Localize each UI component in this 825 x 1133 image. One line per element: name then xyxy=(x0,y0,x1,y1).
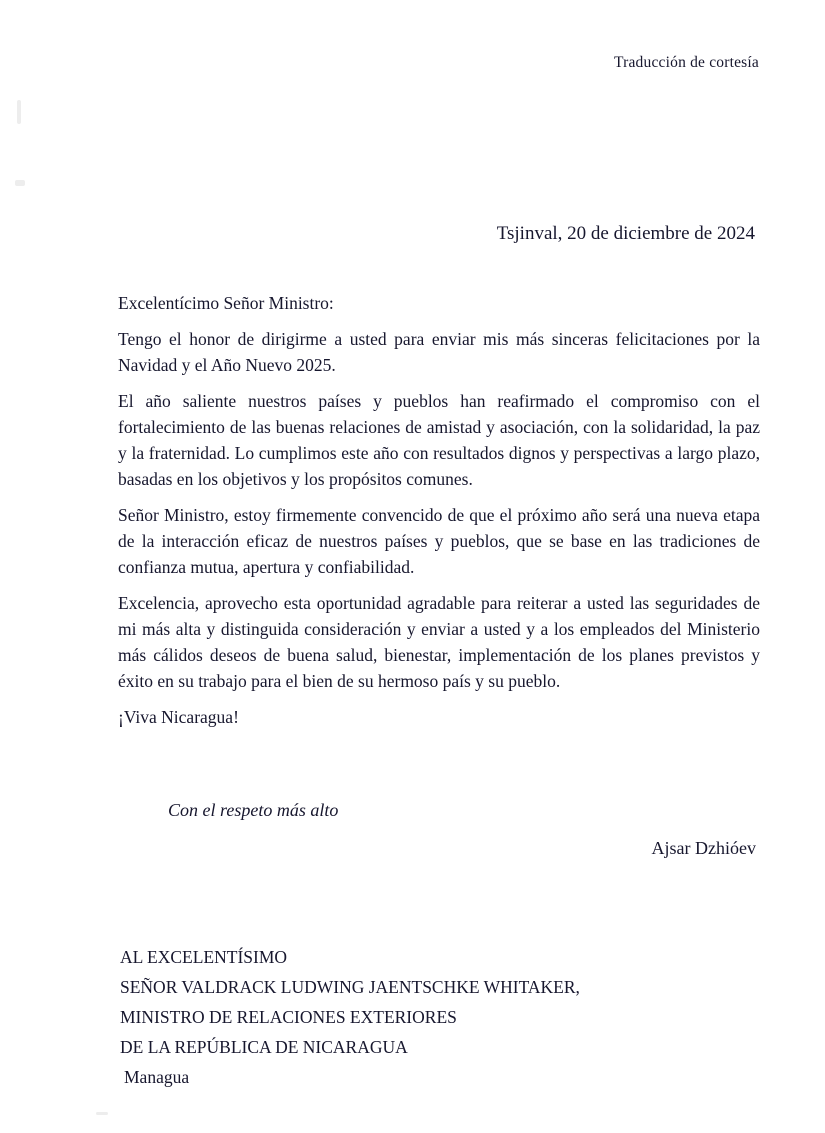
courtesy-note: Traducción de cortesía xyxy=(613,54,759,71)
recipient-line: SEÑOR VALDRACK LUDWING JAENTSCHKE WHITAKER, xyxy=(120,977,580,997)
recipient-line: MINISTRO DE RELACIONES EXTERIORES xyxy=(120,1007,457,1027)
dateline: Tsjinval, 20 de diciembre de 2024 xyxy=(496,223,755,244)
recipient-block xyxy=(120,942,580,1092)
salutation: Excelentícimo Señor Ministro: xyxy=(118,293,334,313)
letter-paragraph: El año saliente nuestros países y pueblos han reafirmado el compromiso con el fortalecimiento de las buenas relaciones de amistad y asociación, con la solidaridad, la paz y la fraternidad. Lo cumplimos este año con resultados dignos y perspectivas a largo plazo, basadas en los objetivos y los propósitos comunes. xyxy=(118,391,760,489)
letter-paragraph: Excelencia, aprovecho esta oportunidad agradable para reiterar a usted las seguridades de mi más alta y distinguida consideración y enviar a usted y a los empleados del Ministerio más cálidos deseos de buena salud, bienestar, implementación de los planes previstos y éxito en su trabajo para el bien de su hermoso país y su pueblo. xyxy=(118,593,760,691)
letter-paragraph: Tengo el honor de dirigirme a usted para enviar mis más sinceras felicitaciones por la Navidad y el Año Nuevo 2025. xyxy=(118,329,760,375)
patriotic-line: ¡Viva Nicaragua! xyxy=(118,707,239,727)
recipient-line: DE LA REPÚBLICA DE NICARAGUA xyxy=(120,1037,408,1057)
signature-name: Ajsar Dzhióev xyxy=(651,838,756,858)
scan-artifact xyxy=(17,100,21,124)
letter-paragraph: Señor Ministro, estoy firmemente convencido de que el próximo año será una nueva etapa de la interacción eficaz de nuestros países y pueblos, que se base en las tradiciones de confianza mutua, apertura y confiabilidad. xyxy=(118,505,760,577)
recipient-line: AL EXCELENTÍSIMO xyxy=(120,947,288,967)
letter-body xyxy=(118,290,760,740)
closing-formula: Con el respeto más alto xyxy=(168,800,339,820)
scan-artifact xyxy=(96,1112,108,1115)
scan-artifact xyxy=(15,180,25,186)
recipient-line: Managua xyxy=(124,1067,190,1087)
